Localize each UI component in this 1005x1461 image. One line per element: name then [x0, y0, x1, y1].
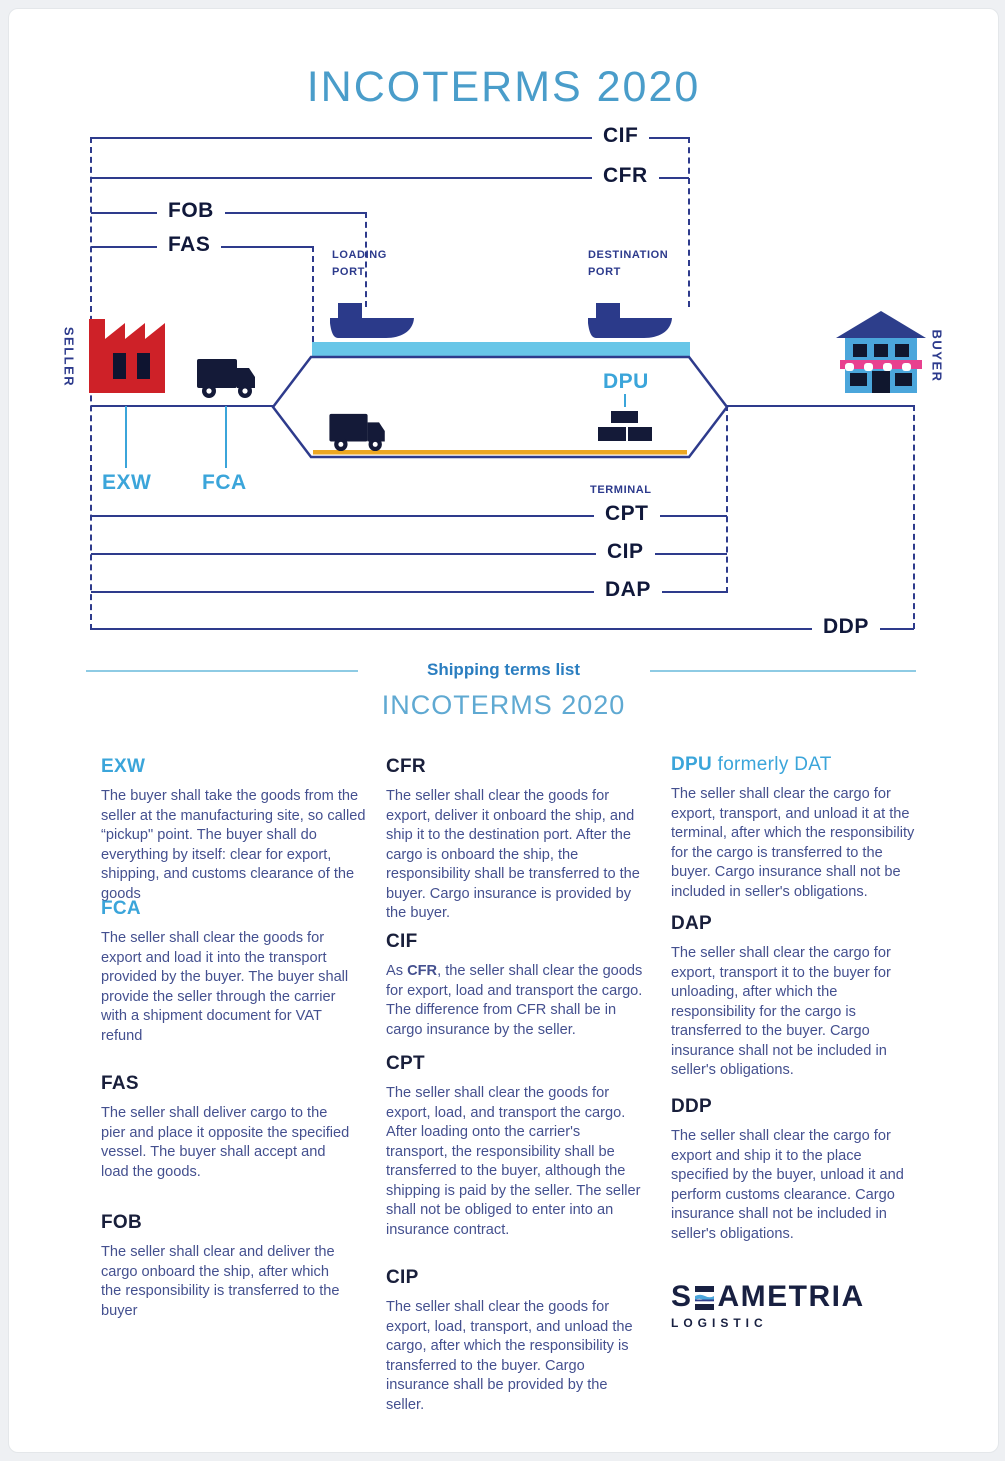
term-fob-code: FOB: [101, 1212, 143, 1233]
buyer-boundary-dashed-line: [913, 405, 915, 629]
term-cif: [386, 931, 648, 1040]
term-cpt: [386, 1053, 644, 1240]
cif-rail: [91, 124, 689, 147]
loading-port-label: LOADING PORT: [332, 249, 387, 278]
cpt-rail-label: CPT: [594, 502, 660, 525]
fca-pointer-line: [225, 406, 227, 468]
term-fas: [101, 1073, 351, 1182]
shipping-terms-banner-label: Shipping terms list: [426, 660, 581, 679]
cif-rail-label: CIF: [592, 124, 649, 147]
cip-rail: [91, 540, 727, 563]
term-dpu-desc: The seller shall clear the cargo for export, transport, and unload it at the terminal, after which the responsibility for the cargo is transferred to the buyer. Cargo insurance shall not be included in seller's obligations.: [671, 786, 915, 900]
term-cfr: [386, 756, 642, 924]
term-exw-desc: The buyer shall take the goods from the seller at the manufacturing site, so called “pickup" point. The buyer shall do everything by itself: clear for export, shipping, and customs clearance of the goods: [101, 788, 366, 902]
term-cip: [386, 1267, 644, 1415]
buyer-label: BUYER: [929, 329, 945, 383]
exw-point-label: EXW: [102, 471, 152, 494]
term-cfr-code: CFR: [386, 756, 426, 777]
cfr-rail-label: CFR: [592, 164, 659, 187]
term-fob-desc: The seller shall clear and deliver the cargo onboard the ship, after which the responsibility is transferred to the buyer: [101, 1244, 340, 1319]
term-cip-code: CIP: [386, 1267, 419, 1288]
term-cpt-desc: The seller shall clear the goods for export, load, and transport the cargo. After loading onto the carrier's transport, the responsibility shall be transferred to the buyer, although the shipping is paid by the seller. The seller shall not be obliged to enter into an insurance contract.: [386, 1085, 641, 1238]
term-cpt-code: CPT: [386, 1053, 425, 1074]
term-ddp: [671, 1096, 923, 1244]
terminal-label: TERMINAL: [590, 484, 652, 496]
destination-port-label: DESTINATION PORT: [588, 249, 669, 278]
cfr-rail: [91, 164, 689, 187]
brand-logo: [671, 1282, 865, 1330]
fas-rail-label: FAS: [157, 233, 221, 256]
term-cif-desc: As CFR, the seller shall clear the goods for export, load and transport the cargo. The difference from CFR shall be in cargo insurance by the seller.: [386, 963, 643, 1038]
exw-pointer-line: [125, 406, 127, 468]
infographic-page: [8, 8, 999, 1453]
term-ddp-desc: The seller shall clear the cargo for export and ship it to the place specified by the buyer, unload it and perform customs clearance. Cargo insurance shall not be included in seller's obligations.: [671, 1128, 904, 1242]
term-fas-desc: The seller shall deliver cargo to the pier and place it opposite the specified vessel. The buyer shall accept and load the goods.: [101, 1105, 350, 1180]
truck-icon: [197, 355, 259, 399]
seller-route-line: [91, 405, 273, 407]
term-cfr-desc: The seller shall clear the goods for export, deliver it onboard the ship, and ship it to the destination port. After the cargo is onboard the ship, the responsibility shall be transferred to the buyer. Cargo insurance is provided by the buyer.: [386, 788, 640, 922]
term-fca-desc: The seller shall clear the goods for export and load it into the transport provided by the buyer. The buyer shall provide the seller through the carrier with a shipment document for VAT refund: [101, 930, 349, 1044]
factory-icon: [89, 311, 169, 393]
brand-wordmark: [671, 1282, 865, 1312]
term-exw: [101, 756, 378, 904]
cpt-rail: [91, 502, 727, 525]
seller-label: SELLER: [61, 326, 77, 388]
term-fca: [101, 898, 359, 1046]
fca-point-label: FCA: [202, 471, 247, 494]
brand-wave-e-icon: [695, 1284, 716, 1311]
destination-port-dashed-line: [688, 137, 690, 307]
term-dap: [671, 913, 925, 1081]
buyer-route-line: [727, 405, 914, 407]
brand-name-start: S: [671, 1280, 693, 1313]
term-dpu-suffix: formerly DAT: [717, 754, 832, 775]
term-fob: [101, 1212, 351, 1321]
dpu-point-label: DPU: [603, 370, 649, 393]
term-dpu-code: DPU formerly DAT: [671, 754, 832, 775]
fas-drop-dashed-line: [312, 246, 314, 342]
fas-rail: [91, 233, 313, 256]
term-fas-code: FAS: [101, 1073, 139, 1094]
fob-rail-label: FOB: [157, 199, 225, 222]
term-cif-code: CIF: [386, 931, 418, 952]
cip-rail-label: CIP: [596, 540, 655, 563]
term-dap-desc: The seller shall clear the cargo for export, transport it to the buyer for unloading, after which the responsibility for the cargo is transferred to the buyer. Cargo insurance shall not be included in seller's obligations.: [671, 945, 891, 1079]
ddp-rail: [91, 615, 914, 638]
ddp-rail-label: DDP: [812, 615, 880, 638]
buyer-store-icon: [836, 311, 926, 393]
ship-destination-port-icon: [588, 303, 672, 343]
term-dap-code: DAP: [671, 913, 713, 934]
shipping-terms-banner: [358, 652, 650, 688]
ship-loading-port-icon: [330, 303, 414, 343]
brand-tagline: LOGISTIC: [671, 1316, 768, 1330]
cargo-boxes-icon: [596, 411, 654, 444]
term-ddp-code: DDP: [671, 1096, 713, 1117]
dap-rail-label: DAP: [594, 578, 662, 601]
term-fca-code: FCA: [101, 898, 141, 919]
brand-name-rest: AMETRIA: [717, 1280, 865, 1313]
list-subtitle: INCOTERMS 2020: [381, 690, 626, 720]
term-cip-desc: The seller shall clear the goods for export, load, transport, and unload the cargo, after which the responsibility is transferred to the buyer. Cargo insurance shall be provided by the seller.: [386, 1299, 633, 1413]
term-dpu: [671, 754, 925, 902]
term-exw-code: EXW: [101, 756, 146, 777]
fob-rail: [91, 199, 366, 222]
dpu-pointer-line: [624, 394, 626, 407]
page-title: INCOTERMS 2020: [306, 63, 701, 111]
truck-land-route-icon: [328, 410, 390, 452]
dap-rail: [91, 578, 727, 601]
